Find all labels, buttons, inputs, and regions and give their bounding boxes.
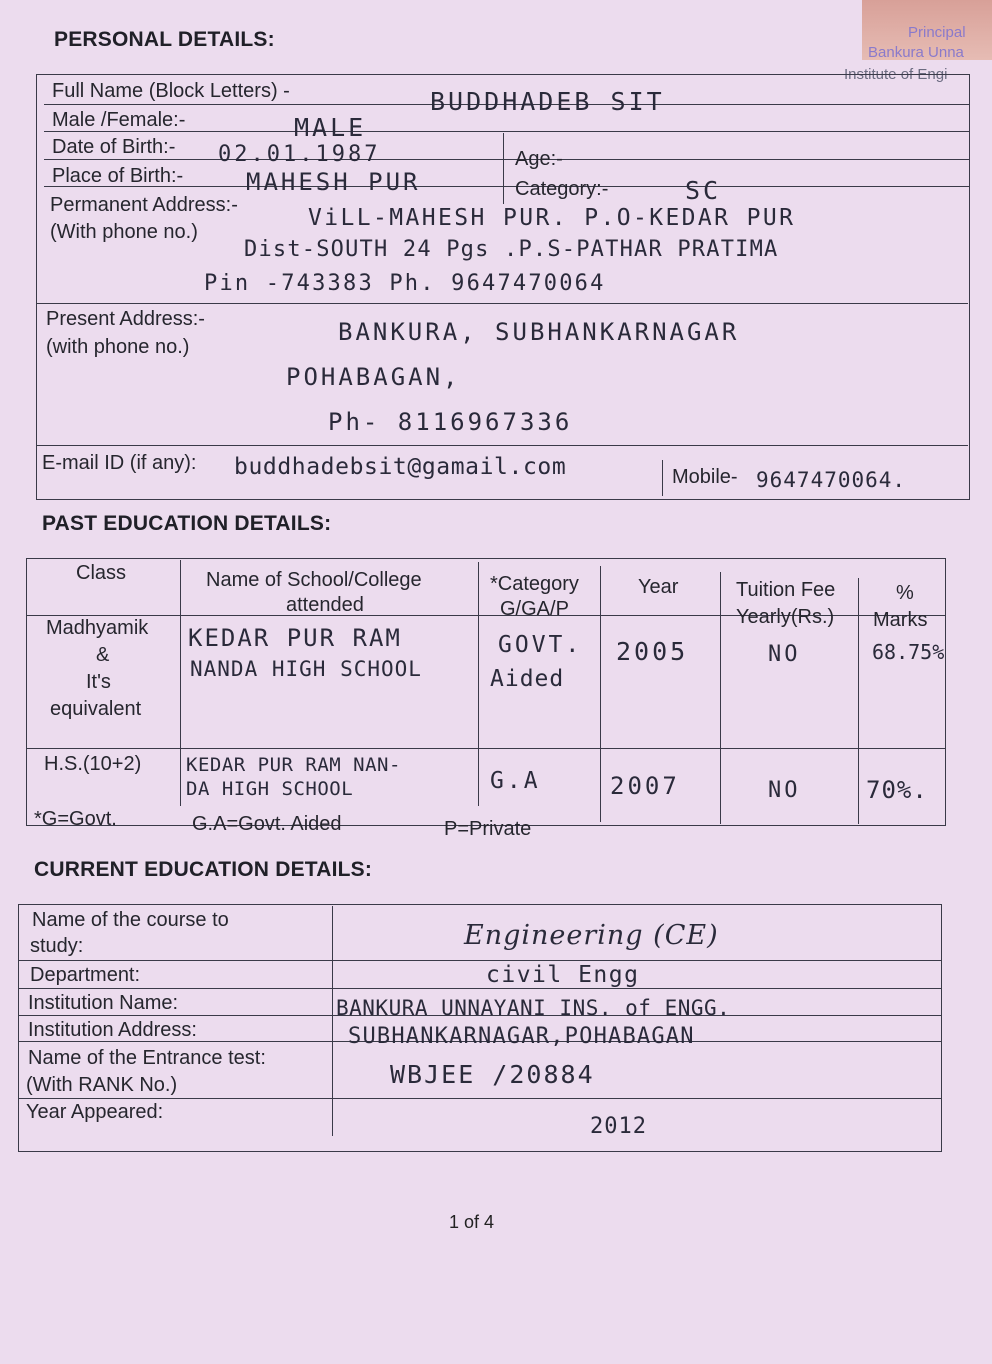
current-education-heading: CURRENT EDUCATION DETAILS: <box>34 858 373 881</box>
year-appeared-value: 2012 <box>590 1114 647 1139</box>
row2-category: G.A <box>490 768 541 794</box>
full-name-value: BUDDHADEB SIT <box>430 87 665 116</box>
row1-school-1: KEDAR PUR RAM <box>188 624 402 652</box>
col-header-fee-1: Tuition Fee <box>736 579 836 601</box>
institution-address-label: Institution Address: <box>28 1019 197 1041</box>
row-divider <box>18 960 942 961</box>
row-divider <box>36 303 968 304</box>
row1-fee: NO <box>768 642 801 667</box>
row1-year: 2005 <box>616 637 689 666</box>
email-value: buddhadebsit@gamail.com <box>234 454 567 480</box>
row2-year: 2007 <box>610 772 680 800</box>
col-header-marks-2: Marks <box>873 609 928 631</box>
email-label: E-mail ID (if any): <box>42 452 197 474</box>
age-label: Age:- <box>515 148 563 170</box>
category-label: Category:- <box>515 178 609 200</box>
col-header-marks-1: % <box>896 582 914 604</box>
col-divider <box>600 566 601 822</box>
row1-marks: 68.75% <box>872 640 945 664</box>
mobile-label: Mobile- <box>672 466 738 488</box>
stamp-line-1: Principal <box>908 24 966 41</box>
gender-value: MALE <box>294 113 367 142</box>
row1-class-2: & <box>96 644 110 666</box>
col-header-fee-2: Yearly(Rs.) <box>736 606 835 628</box>
entrance-label-2: (With RANK No.) <box>26 1074 178 1096</box>
row-divider <box>18 988 942 989</box>
row1-category-2: Aided <box>490 666 565 692</box>
col-divider <box>503 133 504 204</box>
col-header-year: Year <box>638 576 679 598</box>
permanent-address-line-3: Pin -743383 Ph. 9647470064 <box>204 271 606 296</box>
page-number: 1 of 4 <box>449 1212 495 1232</box>
col-header-class: Class <box>76 562 127 584</box>
stamp-line-2: Bankura Unna <box>868 44 964 61</box>
entrance-label-1: Name of the Entrance test: <box>28 1047 266 1069</box>
col-divider <box>662 460 663 496</box>
col-divider <box>720 572 721 824</box>
present-address-phone-label: (with phone no.) <box>46 336 190 358</box>
col-divider <box>332 906 333 1136</box>
row-divider <box>18 1098 942 1099</box>
row1-category-1: GOVT. <box>498 632 583 658</box>
col-divider <box>478 562 479 806</box>
present-address-line-2: POHABAGAN, <box>286 363 461 391</box>
full-name-label: Full Name (Block Letters) - <box>52 80 290 102</box>
course-label-2: study: <box>30 935 84 957</box>
col-divider <box>858 578 859 824</box>
dob-label: Date of Birth:- <box>52 136 176 158</box>
row-divider <box>44 159 970 160</box>
legend-govt-aided: G.A=Govt. Aided <box>192 813 342 835</box>
row-divider <box>36 445 968 446</box>
present-address-line-3: Ph- 8116967336 <box>328 408 573 436</box>
row1-class-1: Madhyamik <box>46 617 149 639</box>
row-divider <box>26 748 946 749</box>
department-label: Department: <box>30 964 141 986</box>
dob-value: 02.01.1987 <box>218 142 381 167</box>
department-value: civil Engg <box>486 962 640 988</box>
row2-school-1: KEDAR PUR RAM NAN- <box>186 754 401 776</box>
permanent-address-line-1: ViLL-MAHESH PUR. P.O-KEDAR PUR <box>308 205 796 231</box>
gender-label: Male /Female:- <box>52 109 186 131</box>
col-header-category-1: *Category <box>490 573 579 595</box>
legend-govt: *G=Govt. <box>34 808 117 830</box>
mobile-value: 9647470064. <box>756 468 907 492</box>
course-label-1: Name of the course to <box>32 909 229 931</box>
row2-marks: 70%. <box>866 776 928 804</box>
course-value: Engineering (CE) <box>464 920 719 951</box>
institution-name-value: BANKURA UNNAYANI INS. of ENGG. <box>336 996 731 1020</box>
institution-address-value: SUBHANKARNAGAR,POHABAGAN <box>348 1024 695 1049</box>
row2-school-2: DA HIGH SCHOOL <box>186 778 354 800</box>
present-address-line-1: BANKURA, SUBHANKARNAGAR <box>338 318 740 346</box>
row2-class: H.S.(10+2) <box>44 753 142 775</box>
pob-value: MAHESH PUR <box>246 168 421 196</box>
permanent-address-phone-label: (With phone no.) <box>50 221 198 243</box>
category-value: SC <box>685 176 722 205</box>
year-appeared-label: Year Appeared: <box>26 1101 164 1123</box>
row1-school-2: NANDA HIGH SCHOOL <box>190 657 422 681</box>
institution-name-label: Institution Name: <box>28 992 179 1014</box>
stamp-line-3: Institute of Engi <box>844 66 948 83</box>
col-header-school-2: attended <box>286 594 364 616</box>
col-header-school-1: Name of School/College <box>206 569 422 591</box>
row2-fee: NO <box>768 778 801 803</box>
present-address-label: Present Address:- <box>46 308 205 330</box>
legend-private: P=Private <box>444 818 532 840</box>
permanent-address-line-2: Dist-SOUTH 24 Pgs .P.S-PATHAR PRATIMA <box>244 237 779 262</box>
pob-label: Place of Birth:- <box>52 165 184 187</box>
col-header-category-2: G/GA/P <box>500 598 569 620</box>
row1-class-4: equivalent <box>50 698 142 720</box>
row1-class-3: It's <box>86 671 111 693</box>
permanent-address-label: Permanent Address:- <box>50 194 238 216</box>
personal-details-heading: PERSONAL DETAILS: <box>54 28 275 51</box>
entrance-value: WBJEE /20884 <box>390 1060 595 1089</box>
col-divider <box>180 560 181 806</box>
past-education-heading: PAST EDUCATION DETAILS: <box>42 512 332 535</box>
